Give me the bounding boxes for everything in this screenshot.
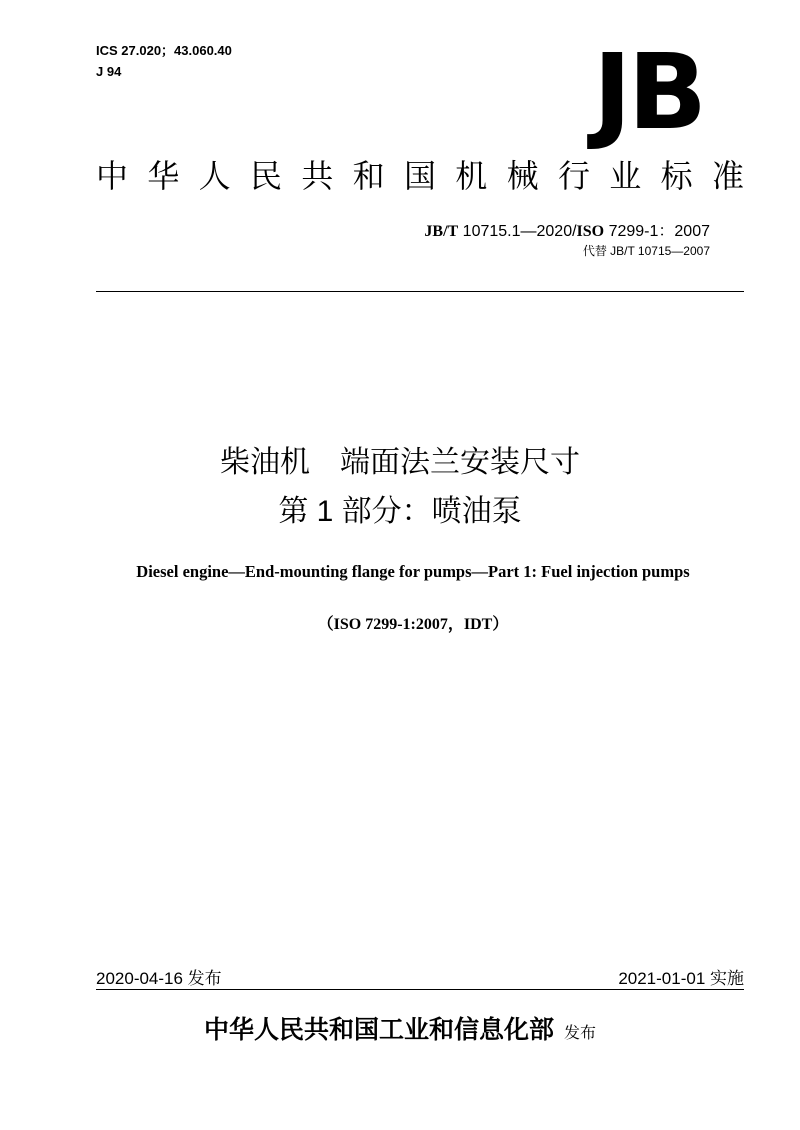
bottom-divider (96, 989, 744, 990)
standard-type-char: 准 (711, 157, 744, 195)
standard-prefix: JB/T (424, 223, 459, 240)
standard-type-char: 行 (557, 157, 590, 195)
standard-type-char: 人 (198, 157, 231, 195)
title-english: Diesel engine—End-mounting flange for pumps—Part 1: Fuel injection pumps (136, 562, 690, 581)
standard-type-char: 华 (147, 157, 180, 195)
standard-type-char: 标 (660, 157, 693, 195)
classification-code: J 94 (96, 64, 122, 79)
iso-number-value: 7299-1：2007 (604, 223, 710, 240)
jb-logo: JB (593, 31, 703, 153)
iso-prefix: ISO (576, 223, 605, 240)
issuer-name: 中华人民共和国工业和信息化部 (203, 1016, 554, 1044)
standard-type-char: 国 (403, 157, 436, 195)
issuer-suffix: 发布 (564, 1025, 597, 1042)
adoption-note: （ISO 7299-1:2007，IDT） (317, 616, 509, 633)
standard-type-char: 业 (609, 157, 642, 195)
standard-type-char: 和 (352, 157, 385, 195)
standard-type-char: 机 (455, 157, 488, 195)
ics-code: ICS 27.020；43.060.40 (96, 43, 232, 58)
standard-number (424, 218, 710, 241)
standard-number-value: 10715.1—2020/ (458, 223, 577, 240)
title-chinese-line1: 柴油机 端面法兰安装尺寸 (220, 446, 580, 479)
implementation-date: 2021-01-01 实施 (618, 969, 744, 988)
standard-type-char: 械 (506, 157, 539, 195)
standard-type-char: 中 (96, 157, 129, 195)
title-chinese-line2: 第 1 部分：喷油泵 (278, 495, 522, 528)
standard-type-heading (96, 158, 744, 194)
issue-date: 2020-04-16 发布 (96, 969, 222, 988)
top-divider (96, 291, 744, 292)
standard-type-char: 共 (301, 157, 334, 195)
standard-type-char: 民 (249, 157, 282, 195)
replaces-standard: 代替 JB/T 10715—2007 (582, 244, 710, 258)
issuer-line (0, 1010, 800, 1046)
